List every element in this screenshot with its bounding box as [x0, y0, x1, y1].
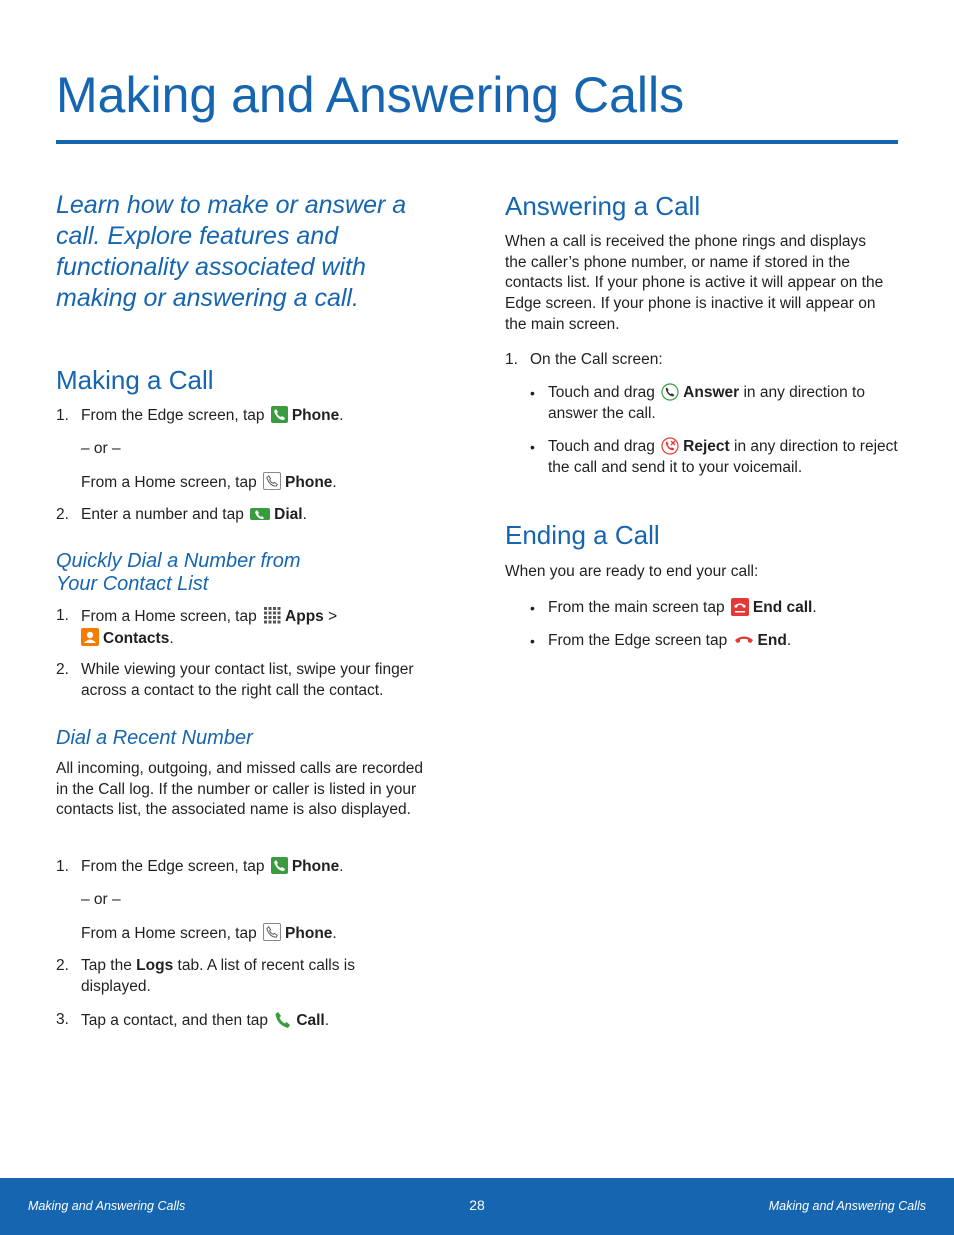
end-call-icon	[731, 598, 749, 616]
recent-step-2	[56, 956, 386, 997]
quick-step-2	[56, 660, 448, 701]
answering-step-1	[505, 350, 663, 371]
bullet-text: From the Edge screen tap	[548, 632, 728, 649]
bullet-dot: •	[530, 385, 535, 401]
answer-icon	[661, 383, 679, 401]
bullet-dot: •	[530, 439, 535, 455]
making-step-1b: From a Home screen, tap Phone.	[81, 474, 337, 491]
bullet-text: Touch and drag	[548, 384, 655, 401]
phone-outline-icon	[263, 923, 281, 941]
step-text: Enter a number and tap	[81, 506, 244, 523]
step-bold: Phone	[291, 407, 340, 424]
bullet-text: in any direction to answer the call.	[548, 384, 865, 422]
phone-green-icon	[271, 857, 288, 874]
making-step-2: 2. Enter a number and tap Dial.	[56, 505, 307, 526]
page-number: 28	[469, 1197, 485, 1213]
bullet-text: in any direction to reject the call and send it to your voicemail.	[548, 438, 898, 476]
step-number: 1.	[56, 407, 69, 424]
step-text: Tap a contact, and then tap	[81, 1012, 268, 1029]
ending-heading: Ending a Call	[505, 520, 660, 550]
recent-step-1b: From a Home screen, tap Phone.	[81, 925, 337, 942]
step-bold: Logs	[136, 957, 174, 974]
step-bold: Contacts	[103, 629, 170, 647]
step-text: From a Home screen, tap	[81, 474, 257, 491]
bullet-dot: •	[530, 600, 535, 616]
step-text: While viewing your contact list, swipe your finger across a contact to the right call the contact.	[81, 661, 414, 699]
end-bullet: • From the Edge screen tap End.	[530, 631, 900, 652]
bullet-bold: End call	[752, 599, 813, 616]
call-icon	[274, 1010, 292, 1030]
phone-green-icon	[271, 406, 288, 423]
step-number: 2.	[56, 661, 69, 678]
recent-paragraph: All incoming, outgoing, and missed calls are recorded in the Call log. If the number or caller is listed in your contacts list, the associated name is also displayed.	[56, 760, 424, 819]
step-bold: Phone	[285, 925, 333, 942]
answering-paragraph: When a call is received the phone rings and displays the caller’s phone number, or name if stored in the contacts list. If your phone is active it will appear on the Edge screen. If your phone is inactive it will appear on the main screen.	[505, 233, 884, 333]
step-number: 3.	[56, 1011, 69, 1028]
footer-left-title: Making and Answering Calls	[28, 1199, 186, 1213]
step-bold: Phone	[291, 858, 340, 875]
bullet-bold: Answer	[683, 384, 740, 401]
phone-outline-icon	[263, 472, 281, 490]
bullet-bold: End	[757, 632, 787, 649]
step-text: From a Home screen, tap	[81, 925, 257, 942]
step-text: tab. A list of recent calls is displayed.	[81, 957, 355, 995]
step-bold: Phone	[285, 474, 333, 491]
reject-bullet	[530, 437, 900, 478]
bullet-text: Touch and drag	[548, 438, 655, 455]
step-text: From a Home screen, tap	[81, 608, 257, 625]
recent-step-1: 1. From the Edge screen, tap Phone.	[56, 857, 446, 878]
quick-heading-line-1: Quickly Dial a Number from	[56, 550, 301, 572]
step-text: On the Call screen:	[530, 351, 663, 368]
ending-paragraph: When you are ready to end your call:	[505, 563, 759, 580]
step-text: From the Edge screen, tap	[81, 407, 265, 424]
end-call-bullet: • From the main screen tap End call.	[530, 598, 900, 619]
apps-grid-icon	[263, 606, 281, 624]
quick-heading	[56, 550, 301, 596]
making-heading: Making a Call	[56, 365, 214, 395]
footer-right-title: Making and Answering Calls	[768, 1199, 926, 1213]
step-number: 1.	[56, 607, 69, 624]
step-number: 2.	[56, 957, 69, 974]
page-title: Making and Answering Calls	[56, 67, 685, 123]
reject-icon	[661, 437, 679, 455]
bullet-text: From the main screen tap	[548, 599, 725, 616]
step-number: 1.	[505, 351, 518, 368]
page-footer	[0, 1178, 954, 1235]
recent-or: – or –	[81, 891, 121, 908]
intro-text: Learn how to make or answer a call. Explore features and functionality associated with making or answering a call.	[56, 191, 407, 312]
bullet-bold: Reject	[683, 438, 730, 455]
recent-heading: Dial a Recent Number	[56, 727, 253, 749]
step-bold: Dial	[274, 506, 303, 523]
quick-step-1: 1. From a Home screen, tap Apps > Contacts.	[56, 607, 338, 647]
step-number: 1.	[56, 858, 69, 875]
end-icon	[734, 634, 754, 646]
title-rule	[56, 140, 898, 144]
step-bold: Call	[296, 1012, 325, 1029]
recent-step-3: 3. Tap a contact, and then tap Call.	[56, 1011, 330, 1029]
bullet-dot: •	[530, 633, 535, 649]
making-step-1: 1. From the Edge screen, tap Phone.	[56, 406, 446, 427]
step-text: From the Edge screen, tap	[81, 858, 265, 875]
step-bold: Apps	[285, 608, 324, 625]
dial-icon	[250, 508, 270, 520]
answer-bullet	[530, 383, 900, 424]
contacts-icon	[81, 628, 99, 646]
step-separator: >	[328, 608, 338, 625]
quick-heading-line-2: Your Contact List	[56, 573, 209, 595]
answering-heading: Answering a Call	[505, 191, 701, 221]
making-or: – or –	[81, 440, 121, 457]
step-text: Tap the	[81, 957, 132, 974]
step-number: 2.	[56, 506, 69, 523]
